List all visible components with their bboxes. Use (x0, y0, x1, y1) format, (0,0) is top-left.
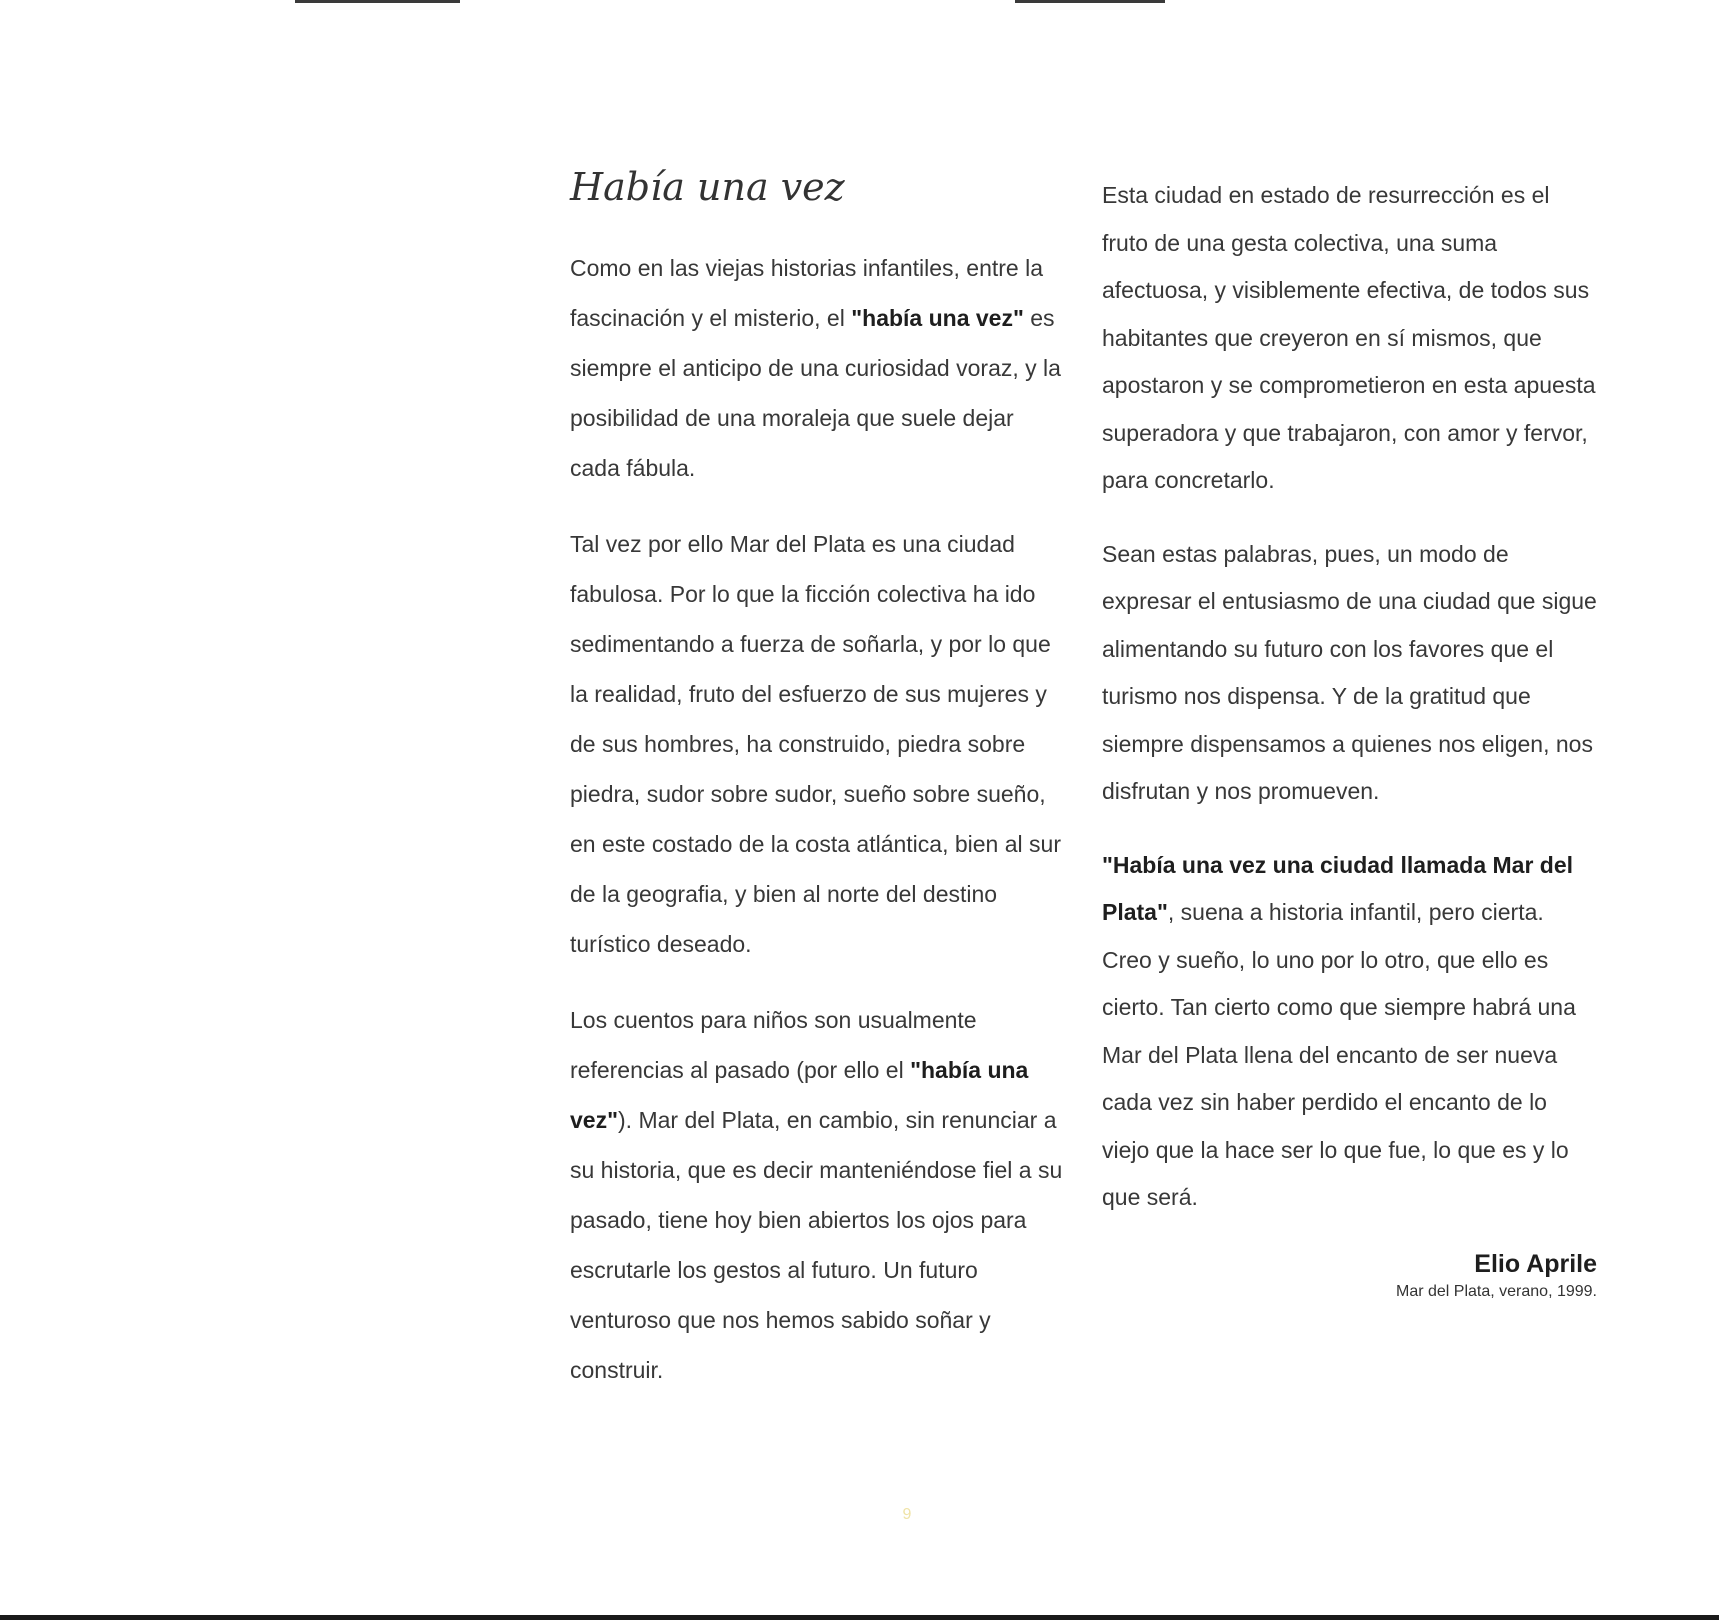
intro-text-a: Como en las viejas historias infantiles, entre la fascinación y el misterio, el (570, 254, 1044, 331)
page-bottom-edge (0, 1615, 1719, 1620)
page-title: Había una vez (570, 165, 845, 209)
scan-mark-right (1015, 0, 1165, 3)
signature-block (1102, 1248, 1597, 1304)
closing-paragraph (1102, 842, 1597, 1222)
closing-emphasis: "Había una vez una ciudad llamada Mar del Plata" (1102, 851, 1574, 925)
stories-text-a: Los cuentos para niños son usualmente referencias al pasado (por ello el (570, 1006, 977, 1083)
scan-mark-left (295, 0, 460, 3)
childrens-stories-paragraph (570, 995, 1065, 1395)
intro-paragraph (570, 243, 1065, 493)
author-name: Elio Aprile (1474, 1249, 1597, 1278)
stories-text-c: ). Mar del Plata, en cambio, sin renunciar a su historia, que es decir manteniéndose fiel a su pasado, tiene hoy bien abiertos los ojos para escrutarle los gestos al futuro. Un futuro venturoso que nos hemos sabido soñar y construir. (570, 1106, 1063, 1383)
intro-emphasis: "había una vez" (851, 304, 1024, 331)
right-column (1102, 172, 1597, 1304)
closing-text: , suena a historia infantil, pero cierta. Creo y sueño, lo uno por lo otro, que ello es cierto. Tan cierto como que siempre habrá una Mar del Plata llena del encanto de ser nueva cada vez sin haber perdido el encanto de lo viejo que la hace ser lo que fue, lo que es y lo que será. (1102, 899, 1576, 1210)
intro-text-c: es siempre el anticipo de una curiosidad voraz, y la posibilidad de una moraleja que suele dejar cada fábula. (570, 304, 1061, 481)
left-column (570, 165, 1065, 1421)
place-date: Mar del Plata, verano, 1999. (1395, 1282, 1597, 1300)
stories-emphasis: "había una vez" (570, 1056, 1029, 1133)
gratitude-paragraph: Sean estas palabras, pues, un modo de expresar el entusiasmo de una ciudad que sigue alimentando su futuro con los favores que el turismo nos dispensa. Y de la gratitud que siempre dispensamos a quienes nos eligen, nos disfrutan y nos promueven. (1102, 540, 1597, 804)
fabulous-city-paragraph: Tal vez por ello Mar del Plata es una ciudad fabulosa. Por lo que la ficción colectiva ha ido sedimentando a fuerza de soñarla, y por lo que la realidad, fruto del esfuerzo de sus mujeres y de sus hombres, ha construido, piedra sobre piedra, sudor sobre sudor, sueño sobre sueño, en este costado de la costa atlántica, bien al sur de la geografia, y bien al norte del destino turístico deseado. (570, 530, 1061, 957)
page-number: 9 (902, 1506, 912, 1523)
resurrection-paragraph: Esta ciudad en estado de resurrección es el fruto de una gesta colectiva, una suma afectuosa, y visiblemente efectiva, de todos sus habitantes que creyeron en sí mismos, que apostaron y se comprometieron en esta apuesta superadora y que trabajaron, con amor y fervor, para concretarlo. (1102, 182, 1596, 493)
